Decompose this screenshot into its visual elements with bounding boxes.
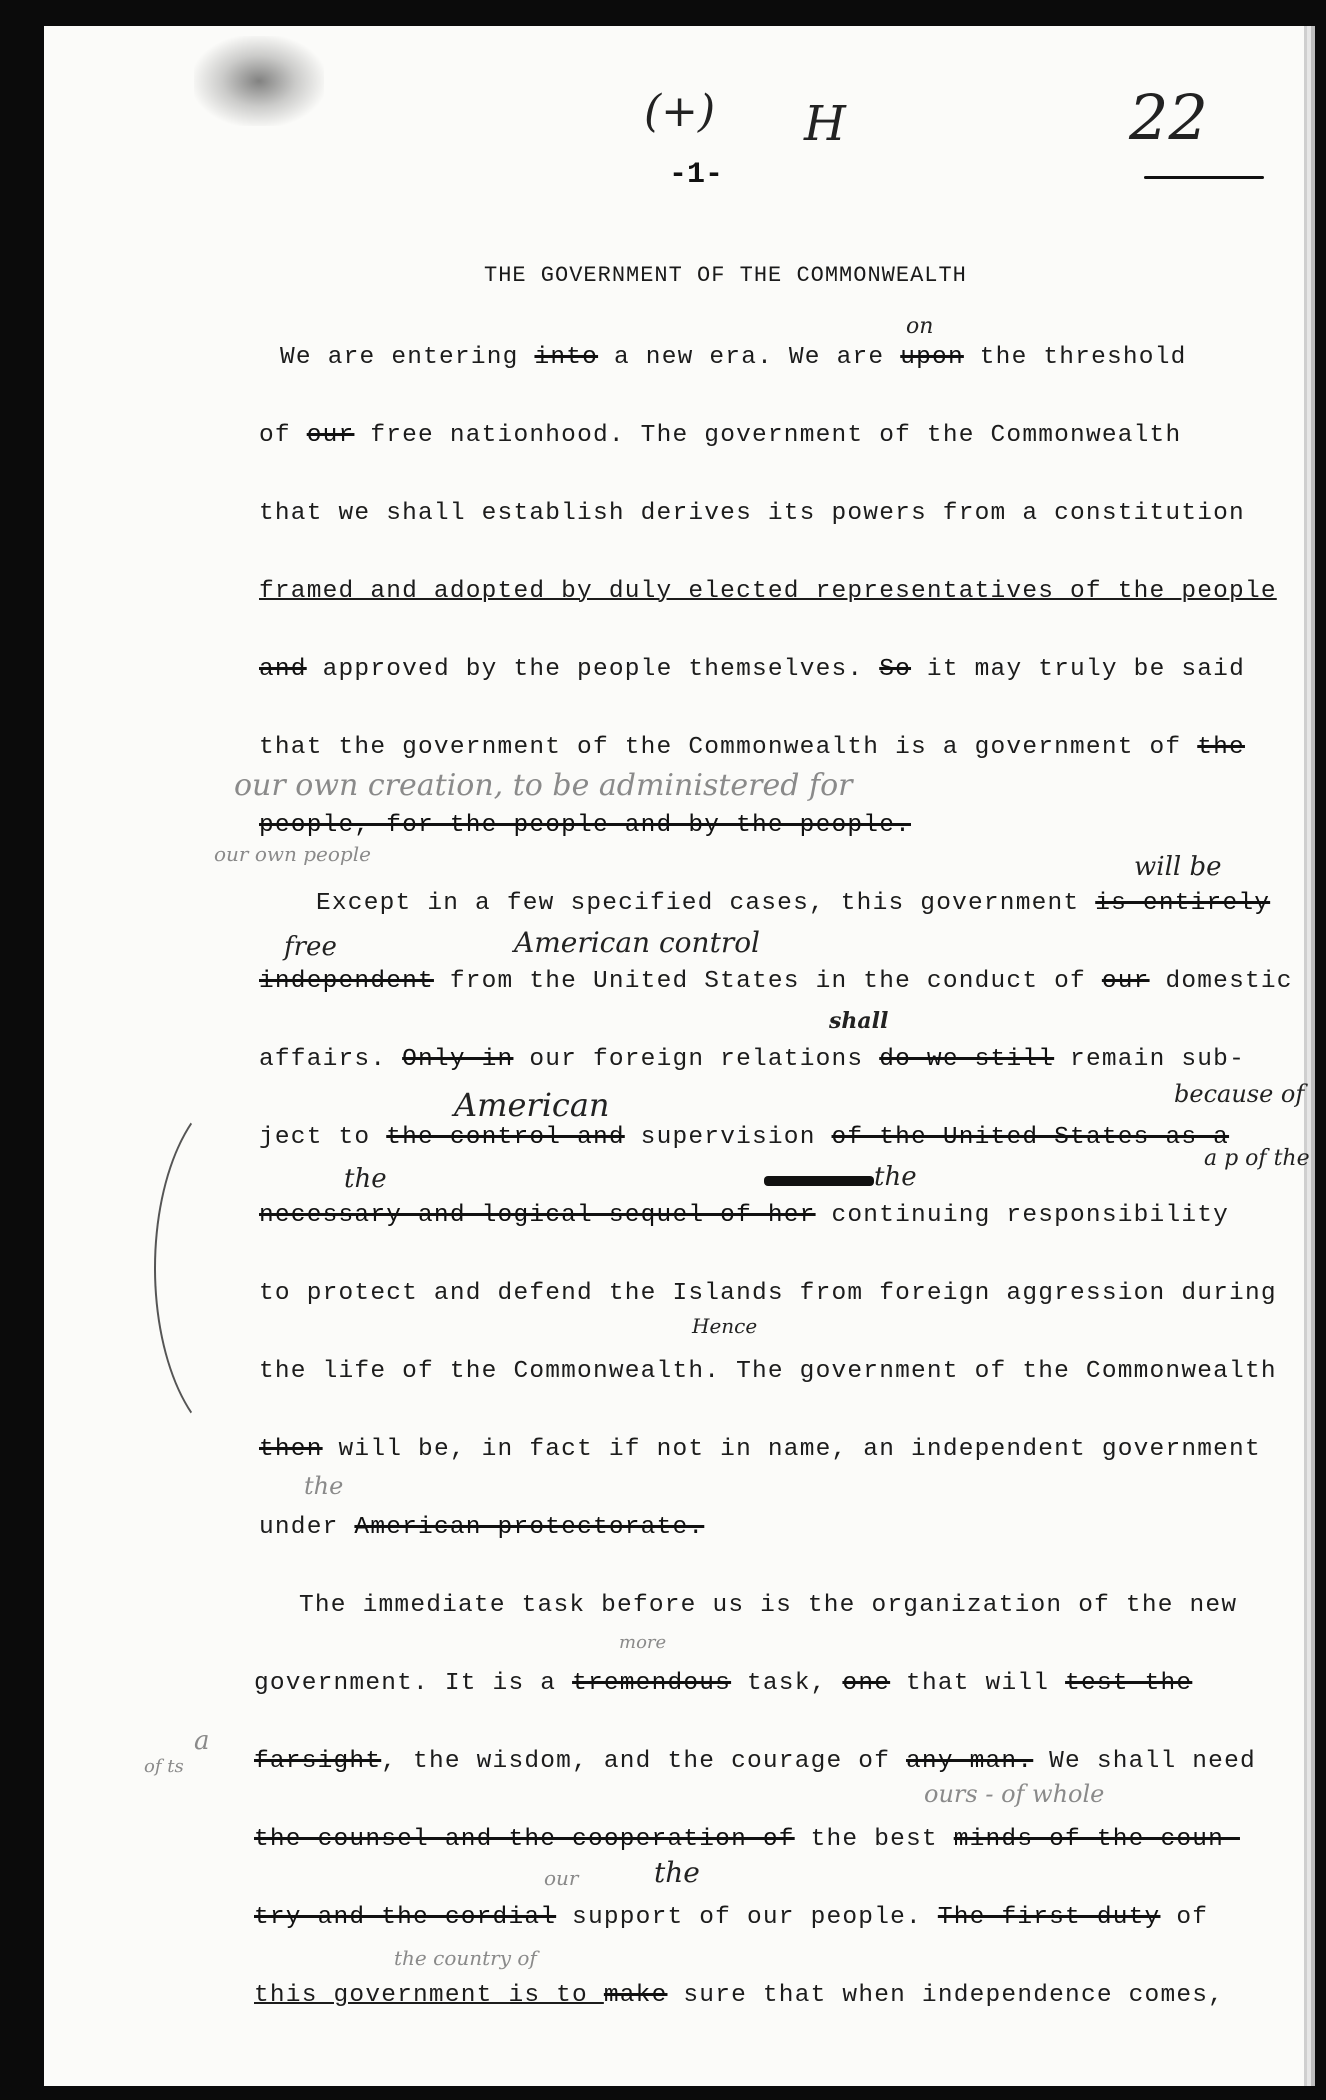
text-line-1: We are entering into a new era. We are upon the threshold <box>280 344 1187 371</box>
text-line-6: that the government of the Commonwealth is a government of the <box>259 734 1245 761</box>
text-line-22: this government is to make sure that when independence comes, <box>254 1982 1225 2009</box>
handwritten-hence: Hence <box>692 1314 758 1338</box>
text-line-2: of our free nationhood. The government of the Commonwealth <box>259 422 1182 449</box>
margin-bracket <box>154 1086 338 1450</box>
handwritten-mark-top-left: (+) <box>644 86 716 137</box>
underline-stroke <box>1144 176 1264 179</box>
handwritten-ours: ours - of whole <box>924 1780 1105 1808</box>
handwritten-shall: shall <box>829 1008 889 1034</box>
text-line-5: and approved by the people themselves. So it may truly be said <box>259 656 1245 683</box>
handwritten-left-a: a <box>194 1726 210 1756</box>
handwritten-because-of: because of <box>1174 1080 1305 1108</box>
handwritten-the-left: the <box>344 1164 387 1194</box>
text-line-4: framed and adopted by duly elected representatives of the people <box>259 578 1277 605</box>
text-line-8: Except in a few specified cases, this government is entirely <box>316 890 1271 917</box>
handwritten-left-margin: of ts <box>144 1756 184 1777</box>
text-line-12: necessary and logical sequel of her continuing responsibility <box>259 1202 1230 1229</box>
text-line-7: people, for the people and by the people. <box>259 812 911 839</box>
handwritten-more: more <box>619 1632 667 1653</box>
handwritten-the-mid: the <box>874 1162 917 1192</box>
page-number: -1- <box>669 158 724 192</box>
text-line-9: independent from the United States in the conduct of our domestic <box>259 968 1293 995</box>
handwritten-insertion: our own creation, to be administered for <box>234 768 853 803</box>
text-line-16: under American protectorate. <box>259 1514 705 1541</box>
document-title: THE GOVERNMENT OF THE COMMONWEALTH <box>484 263 967 288</box>
handwritten-the-gov: the <box>304 1472 344 1500</box>
handwritten-faint-bottom: the country of <box>394 1946 537 1970</box>
handwritten-the2: the <box>654 1856 700 1889</box>
text-line-18: government. It is a tremendous task, one that will test the <box>254 1670 1193 1697</box>
text-line-11: ject to the control and supervision of the United States as a <box>259 1124 1230 1151</box>
text-line-21: try and the cordial support of our people. The first duty of <box>254 1904 1209 1931</box>
text-line-13: to protect and defend the Islands from foreign aggression during <box>259 1280 1277 1307</box>
handwritten-insertion-2: our own people <box>214 842 371 866</box>
document-page <box>44 26 1310 2086</box>
text-line-20: the counsel and the cooperation of the best minds of the coun- <box>254 1826 1240 1853</box>
handwritten-page-number: 22 <box>1129 81 1208 154</box>
text-line-10: affairs. Only in our foreign relations do we still remain sub- <box>259 1046 1245 1073</box>
text-line-14: the life of the Commonwealth. The government of the Commonwealth <box>259 1358 1277 1385</box>
handwritten-free: free <box>284 932 337 962</box>
handwritten-american-control: American control <box>514 926 761 959</box>
handwritten-margin-note: a p of the <box>1204 1146 1310 1171</box>
text-line-3: that we shall establish derives its powers from a constitution <box>259 500 1245 527</box>
handwritten-american: American <box>454 1086 610 1124</box>
text-line-15: then will be, in fact if not in name, an independent government <box>259 1436 1261 1463</box>
ink-smudge <box>194 36 324 126</box>
handwritten-mark-top-mid: H <box>804 96 846 152</box>
handwritten-will-be: will be <box>1134 852 1222 882</box>
ink-scribble <box>764 1176 874 1186</box>
text-line-17: The immediate task before us is the organization of the new <box>299 1592 1238 1619</box>
text-line-19: farsight, the wisdom, and the courage of any man. We shall need <box>254 1748 1256 1775</box>
handwritten-our: our <box>544 1866 579 1890</box>
handwritten-on: on <box>906 314 934 339</box>
